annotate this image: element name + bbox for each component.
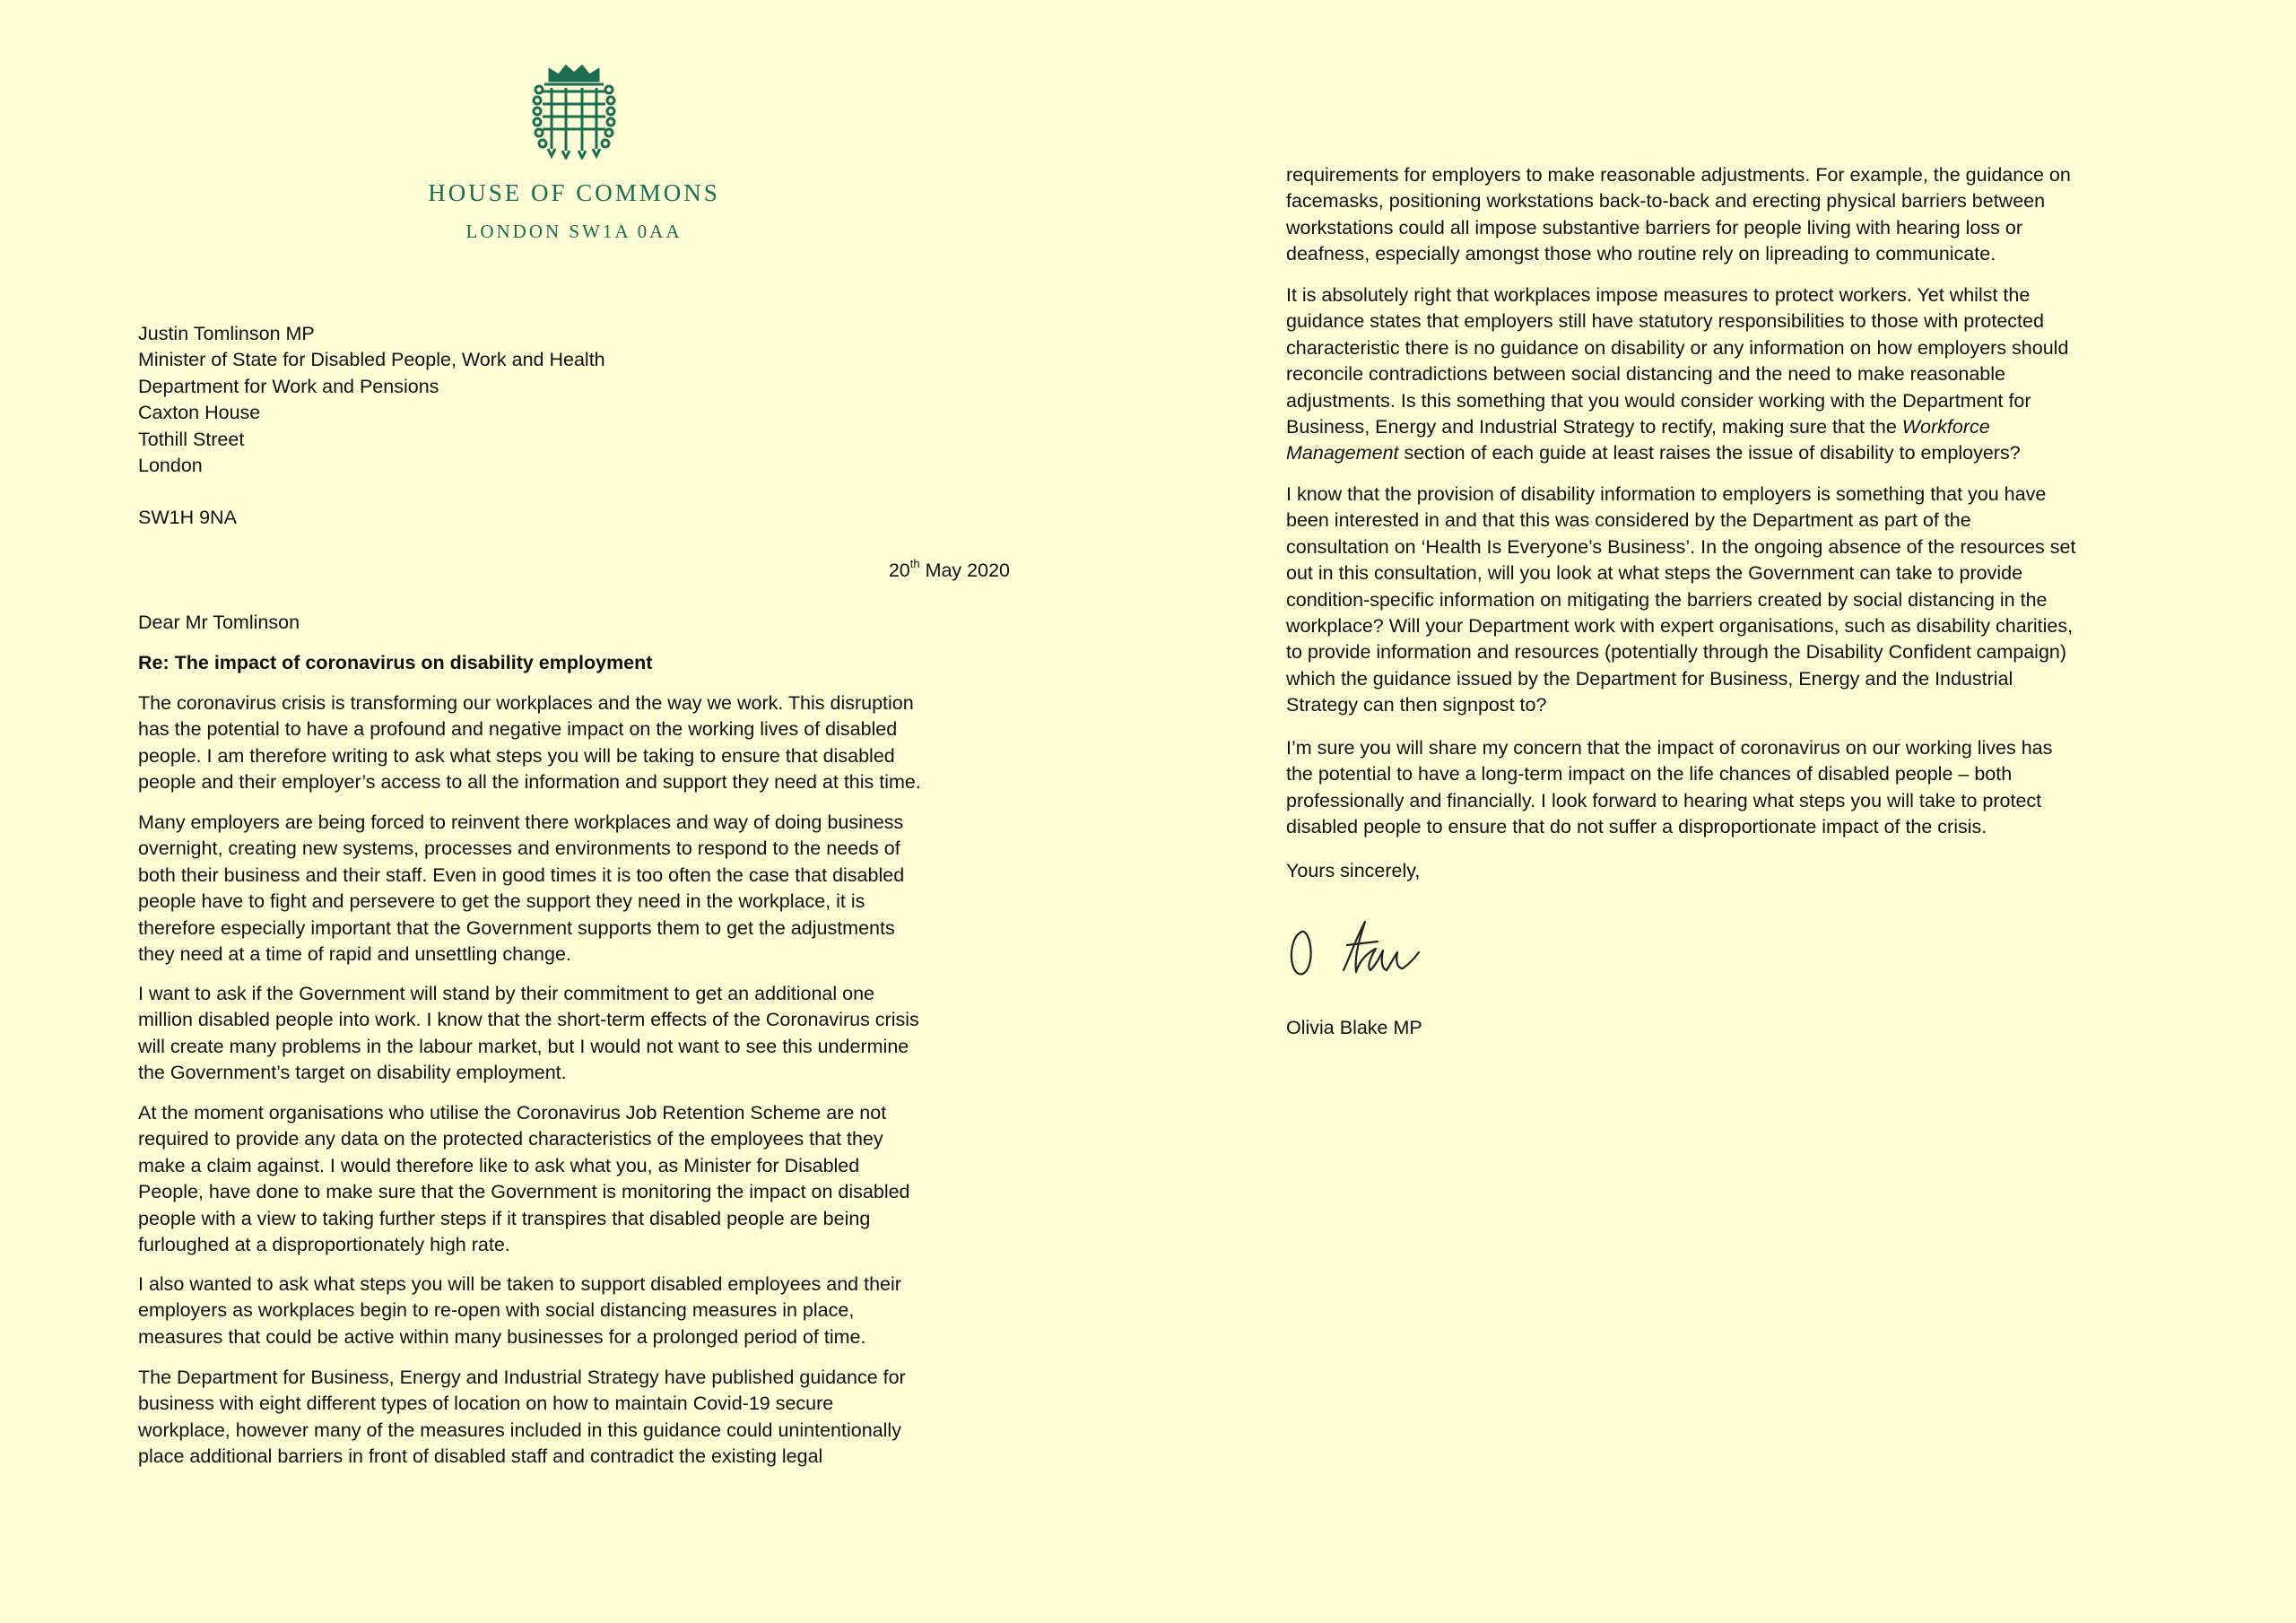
text-line: make a claim against. I would therefore like to ask what you, as Minister for Disabled: [138, 1154, 860, 1176]
letter-page-2: [1148, 0, 2296, 1623]
signoff: Yours sincerely,: [1286, 860, 1421, 881]
handwritten-signature: [1283, 906, 1435, 986]
text-line: both their business and their staff. Even in good times it is too often the case that disabled: [138, 864, 905, 886]
text-line: people with a view to taking further steps if it transpires that disabled people are being: [138, 1207, 871, 1229]
text-segment: Business, Energy and Industrial Strategy to rectify, making sure that the: [1286, 416, 1902, 438]
text-line: the potential to have a long-term impact on the life chances of disabled people – both: [1286, 763, 2013, 785]
text-line: Many employers are being forced to reinvent there workplaces and way of doing business: [138, 812, 904, 833]
recipient-postcode: SW1H 9NA: [138, 507, 237, 528]
text-line: It is absolutely right that workplaces impose measures to protect workers. Yet whilst the: [1286, 284, 2031, 306]
text-line: required to provide any data on the protected characteristics of the employees that they: [138, 1128, 883, 1150]
text-line: condition-specific information on mitigating the barriers created by social distancing in the: [1286, 588, 2048, 611]
paragraph-2: [138, 810, 1035, 968]
text-line: business with eight different types of location on how to maintain Covid-19 secure: [138, 1393, 834, 1415]
paragraph-5: [138, 1271, 1035, 1350]
text-line: therefore especially important that the Government supports them to get the adjustments: [138, 916, 895, 939]
recipient-address: [138, 321, 945, 479]
text-line: million disabled people into work. I know that the short-term effects of the Coronavirus crisis: [138, 1009, 919, 1031]
letterhead-title: HOUSE OF COMMONS: [428, 179, 720, 206]
paragraph-4: [138, 1100, 1035, 1258]
recipient-line: Caxton House: [138, 402, 261, 424]
text-line: will create many problems in the labour market, but I would not want to see this undermine: [138, 1035, 909, 1057]
text-line: characteristic there is no guidance on disability or any information on how employers should: [1286, 336, 2069, 359]
text-line: people and their employer’s access to all the information and support they need at this time.: [138, 771, 921, 794]
text-line: People, have done to make sure that the Government is monitoring the impact on disabled: [138, 1181, 910, 1203]
text-line: I also wanted to ask what steps you will be taken to support disabled employees and their: [138, 1273, 901, 1295]
date-month-year: May 2020: [919, 560, 1010, 581]
text-line: has the potential to have a profound and negative impact on the working lives of disabled: [138, 718, 898, 741]
signer-name: Olivia Blake MP: [1286, 1017, 1422, 1038]
paragraph-3: [138, 981, 1035, 1087]
text-line: out in this consultation, will you look at what steps the Government can take to provide: [1286, 562, 2023, 585]
date-day: 20: [888, 560, 910, 581]
text-line: been interested in and that this was considered by the Department as part of the: [1286, 509, 1971, 532]
management-italic: Management: [1286, 442, 1399, 464]
text-line: Strategy can then signpost to?: [1286, 694, 1547, 716]
text-line: The coronavirus crisis is transforming our workplaces and the way we work. This disruption: [138, 692, 914, 714]
text-line: The Department for Business, Energy and Industrial Strategy have published guidance for: [138, 1367, 906, 1388]
text-line: place additional barriers in front of disabled staff and contradict the existing legal: [138, 1445, 823, 1468]
text-segment: section of each guide at least raises the issue of disability to employers?: [1398, 442, 2021, 464]
paragraph-1: [138, 690, 1035, 796]
paragraph-9: [1286, 482, 2183, 719]
subject-line: Re: The impact of coronavirus on disability employment: [138, 652, 653, 673]
text-line: professionally and financially. I look forward to hearing what steps you will take to protect: [1286, 789, 2042, 812]
text-line: At the moment organisations who utilise the Coronavirus Job Retention Scheme are not: [138, 1102, 887, 1124]
text-line: workstations could all impose substantive barriers for people living with hearing loss or: [1286, 216, 2022, 239]
text-line: overnight, creating new systems, processes and environments to respond to the needs of: [138, 838, 900, 860]
paragraph-7: [1286, 162, 2183, 268]
text-line: I want to ask if the Government will stand by their commitment to get an additional one: [138, 983, 874, 1004]
text-line: people. I am therefore writing to ask what steps you will be taking to ensure that disabled: [138, 744, 895, 767]
text-line: I’m sure you will share my concern that the impact of coronavirus on our working lives has: [1286, 737, 2053, 759]
recipient-line: Tothill Street: [138, 428, 245, 450]
letter-date: [889, 558, 1010, 584]
text-line: people have to fight and persevere to get the support they need in the workplace, it is: [138, 890, 865, 913]
text-line: furloughed at a disproportionately high rate.: [138, 1234, 510, 1256]
text-line: measures that could be active within many businesses for a prolonged period of time.: [138, 1325, 866, 1348]
text-line: disabled people to ensure that do not suffer a disproportionate impact of the crisis.: [1286, 816, 1987, 838]
recipient-line: London: [138, 455, 203, 477]
text-line: consultation on ‘Health Is Everyone’s Business’. In the ongoing absence of the resources set: [1286, 535, 2076, 558]
date-suffix: th: [909, 556, 920, 570]
text-line: [1286, 440, 2183, 466]
paragraph-6: [138, 1365, 1035, 1471]
portcullis-crest-icon: [532, 63, 616, 160]
text-line: the Government’s target on disability employment.: [138, 1062, 567, 1084]
letterhead-address: LONDON SW1A 0AA: [465, 221, 683, 242]
text-line: which the guidance issued by the Department for Business, Energy and the Industrial: [1286, 667, 2013, 690]
text-line: I know that the provision of disability information to employers is something that you have: [1286, 483, 2047, 505]
paragraph-8: [1286, 282, 2183, 467]
text-line: requirements for employers to make reasonable adjustments. For example, the guidance on: [1286, 164, 2071, 186]
text-line: they need at a time of rapid and unsettling change.: [138, 943, 571, 966]
text-line: [1286, 414, 2183, 440]
text-line: guidance states that employers still have statutory responsibilities to those with protected: [1286, 310, 2044, 333]
text-line: employers as workplaces begin to re-open with social distancing measures in place,: [138, 1299, 855, 1322]
workforce-italic: Workforce: [1901, 416, 1990, 438]
recipient-line: Justin Tomlinson MP: [138, 323, 315, 344]
text-line: workplace, however many of the measures included in this guidance could unintentionally: [138, 1419, 901, 1441]
recipient-line: Department for Work and Pensions: [138, 375, 439, 397]
text-line: adjustments. Is this something that you would consider working with the Department for: [1286, 389, 2031, 412]
salutation: Dear Mr Tomlinson: [138, 612, 300, 633]
text-line: deafness, especially amongst those who routine rely on lipreading to communicate.: [1286, 243, 1996, 265]
text-line: workplace? Will your Department work with expert organisations, such as disability charities,: [1286, 615, 2074, 638]
text-line: reconcile contradictions between social distancing and the need to make reasonable: [1286, 363, 2005, 386]
paragraph-10: [1286, 735, 2183, 841]
recipient-line: Minister of State for Disabled People, Work and Health: [138, 349, 605, 371]
text-line: facemasks, positioning workstations back-to-back and erecting physical barriers between: [1286, 190, 2046, 213]
text-line: to provide information and resources (potentially through the Disability Confident campaign): [1286, 641, 2067, 664]
